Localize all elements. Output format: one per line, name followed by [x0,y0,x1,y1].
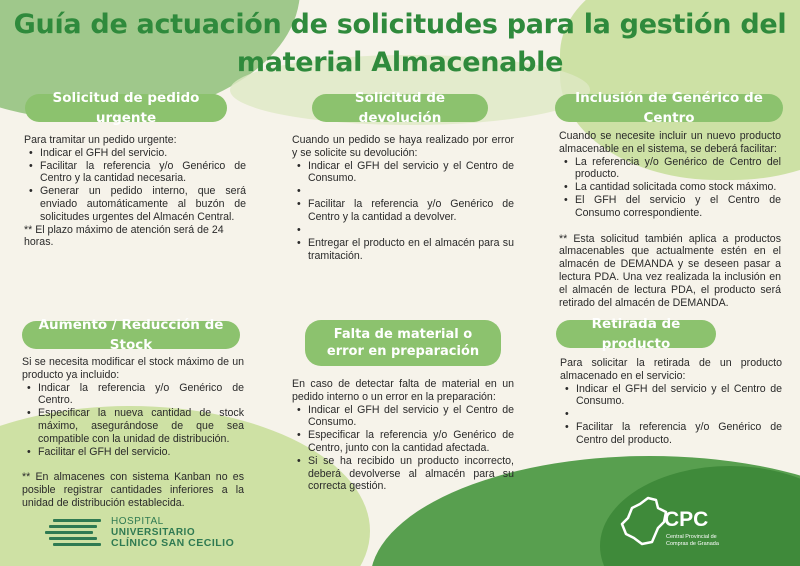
spacer [559,220,781,233]
list-item: • Facilitar el GFH del servicio. [22,446,244,459]
intro-text: En caso de detectar falta de material en un pedido interno o un error en la preparación: [292,378,514,403]
intro-text: Cuando un pedido se haya realizado por error y se solicite su devolución: [292,134,514,159]
list-item: • Facilitar la referencia y/o Genérico de Centro del producto. [560,421,782,447]
cpc-full-name: Central Provincial de Compras de Granada [666,534,719,547]
requirement-list [24,147,246,224]
list-item: • Especificar la referencia y/o Genérico de Centro, junto con la cantidad afectada. [292,429,514,455]
hospital-line-3: CLÍNICO SAN CECILIO [111,537,235,549]
requirement-list [22,382,244,459]
heading-falta-material: Falta de material o error en preparación [305,320,501,366]
intro-text: Para solicitar la retirada de un producto almacenado en el servicio: [560,357,782,382]
note-text: ** El plazo máximo de atención será de 24 horas. [24,223,224,249]
cpc-logo [618,494,718,554]
list-item: • El GFH del servicio y el Centro de Consumo correspondiente. [559,194,781,220]
intro-text: Si se necesita modificar el stock máximo de un producto ya incluido: [22,356,244,381]
note-text: ** Esta solicitud también aplica a productos almacenables que actualmente estén en el almacén de DEMANDA y se deseen pasar a lectura PDA. Una vez realizada la inclusión en el almacén de lectura PDA, el producto será retirado del almacén de DEMANDA. [559,232,781,309]
hospital-logo [45,516,234,549]
note-text: ** En almacenes con sistema Kanban no es posible registrar cantidades inferiores a la unidad de distribución establecida. [22,471,244,509]
heading-pedido-urgente: Solicitud de pedido urgente [25,94,227,122]
list-item: • Especificar la nueva cantidad de stock máximo, asegurándose de que sea compatible con la unidad de distribución. [22,407,244,445]
heading-stock: Aumento / Reducción de Stock [22,321,240,349]
spacer [292,185,514,198]
hospital-line-1: HOSPITAL [111,516,164,527]
requirement-list [292,160,514,263]
section-retirada-producto [560,357,782,447]
section-devolucion [292,134,514,262]
hospital-line-2: UNIVERSITARIO [111,527,196,538]
list-item: • Indicar la referencia y/o Genérico de Centro. [22,382,244,408]
heading-devolucion: Solicitud de devolución [312,94,488,122]
spacer [22,458,244,471]
requirement-list [559,156,781,220]
hospital-name [111,516,234,549]
spacer [292,224,514,237]
cpc-abbreviation: CPC [664,508,709,531]
list-item: • Si se ha recibido un producto incorrecto, deberá devolverse al almacén para su correcta gestión. [292,455,514,493]
page-title: Guía de actuación de solicitudes para la gestión del material Almacenable [13,9,787,78]
list-item: • La cantidad solicitada como stock máximo. [559,181,781,194]
list-item: • Indicar el GFH del servicio. [24,147,246,160]
intro-text: Cuando se necesite incluir un nuevo producto almacenable en el sistema, se deberá facilitar: [559,130,781,155]
requirement-list [292,404,514,494]
list-item: • La referencia y/o Genérico de Centro del producto. [559,156,781,182]
section-falta-material [292,378,514,493]
heading-retirada-producto: Retirada de producto [556,320,716,348]
requirement-list [560,383,782,447]
list-item: • Indicar el GFH del servicio y el Centro de Consumo. [292,160,514,186]
section-pedido-urgente [24,134,246,249]
hospital-mark-icon [45,517,105,549]
spacer [560,408,782,421]
list-item: • Indicar el GFH del servicio y el Centro de Consumo. [560,383,782,409]
section-generico-centro [559,130,781,309]
list-item: • Facilitar la referencia y/o Genérico de Centro y la cantidad a devolver. [292,198,514,224]
intro-text: Para tramitar un pedido urgente: [24,134,177,146]
list-item: • Facilitar la referencia y/o Genérico de Centro y la cantidad necesaria. [24,160,246,186]
list-item: • Generar un pedido interno, que será enviado automáticamente al buzón de solicitudes urgentes del Almacén Central. [24,185,246,223]
heading-generico-centro: Inclusión de Genérico de Centro [555,94,783,122]
section-stock [22,356,244,510]
list-item: • Indicar el GFH del servicio y el Centro de Consumo. [292,404,514,430]
list-item: • Entregar el producto en el almacén para su tramitación. [292,237,514,263]
